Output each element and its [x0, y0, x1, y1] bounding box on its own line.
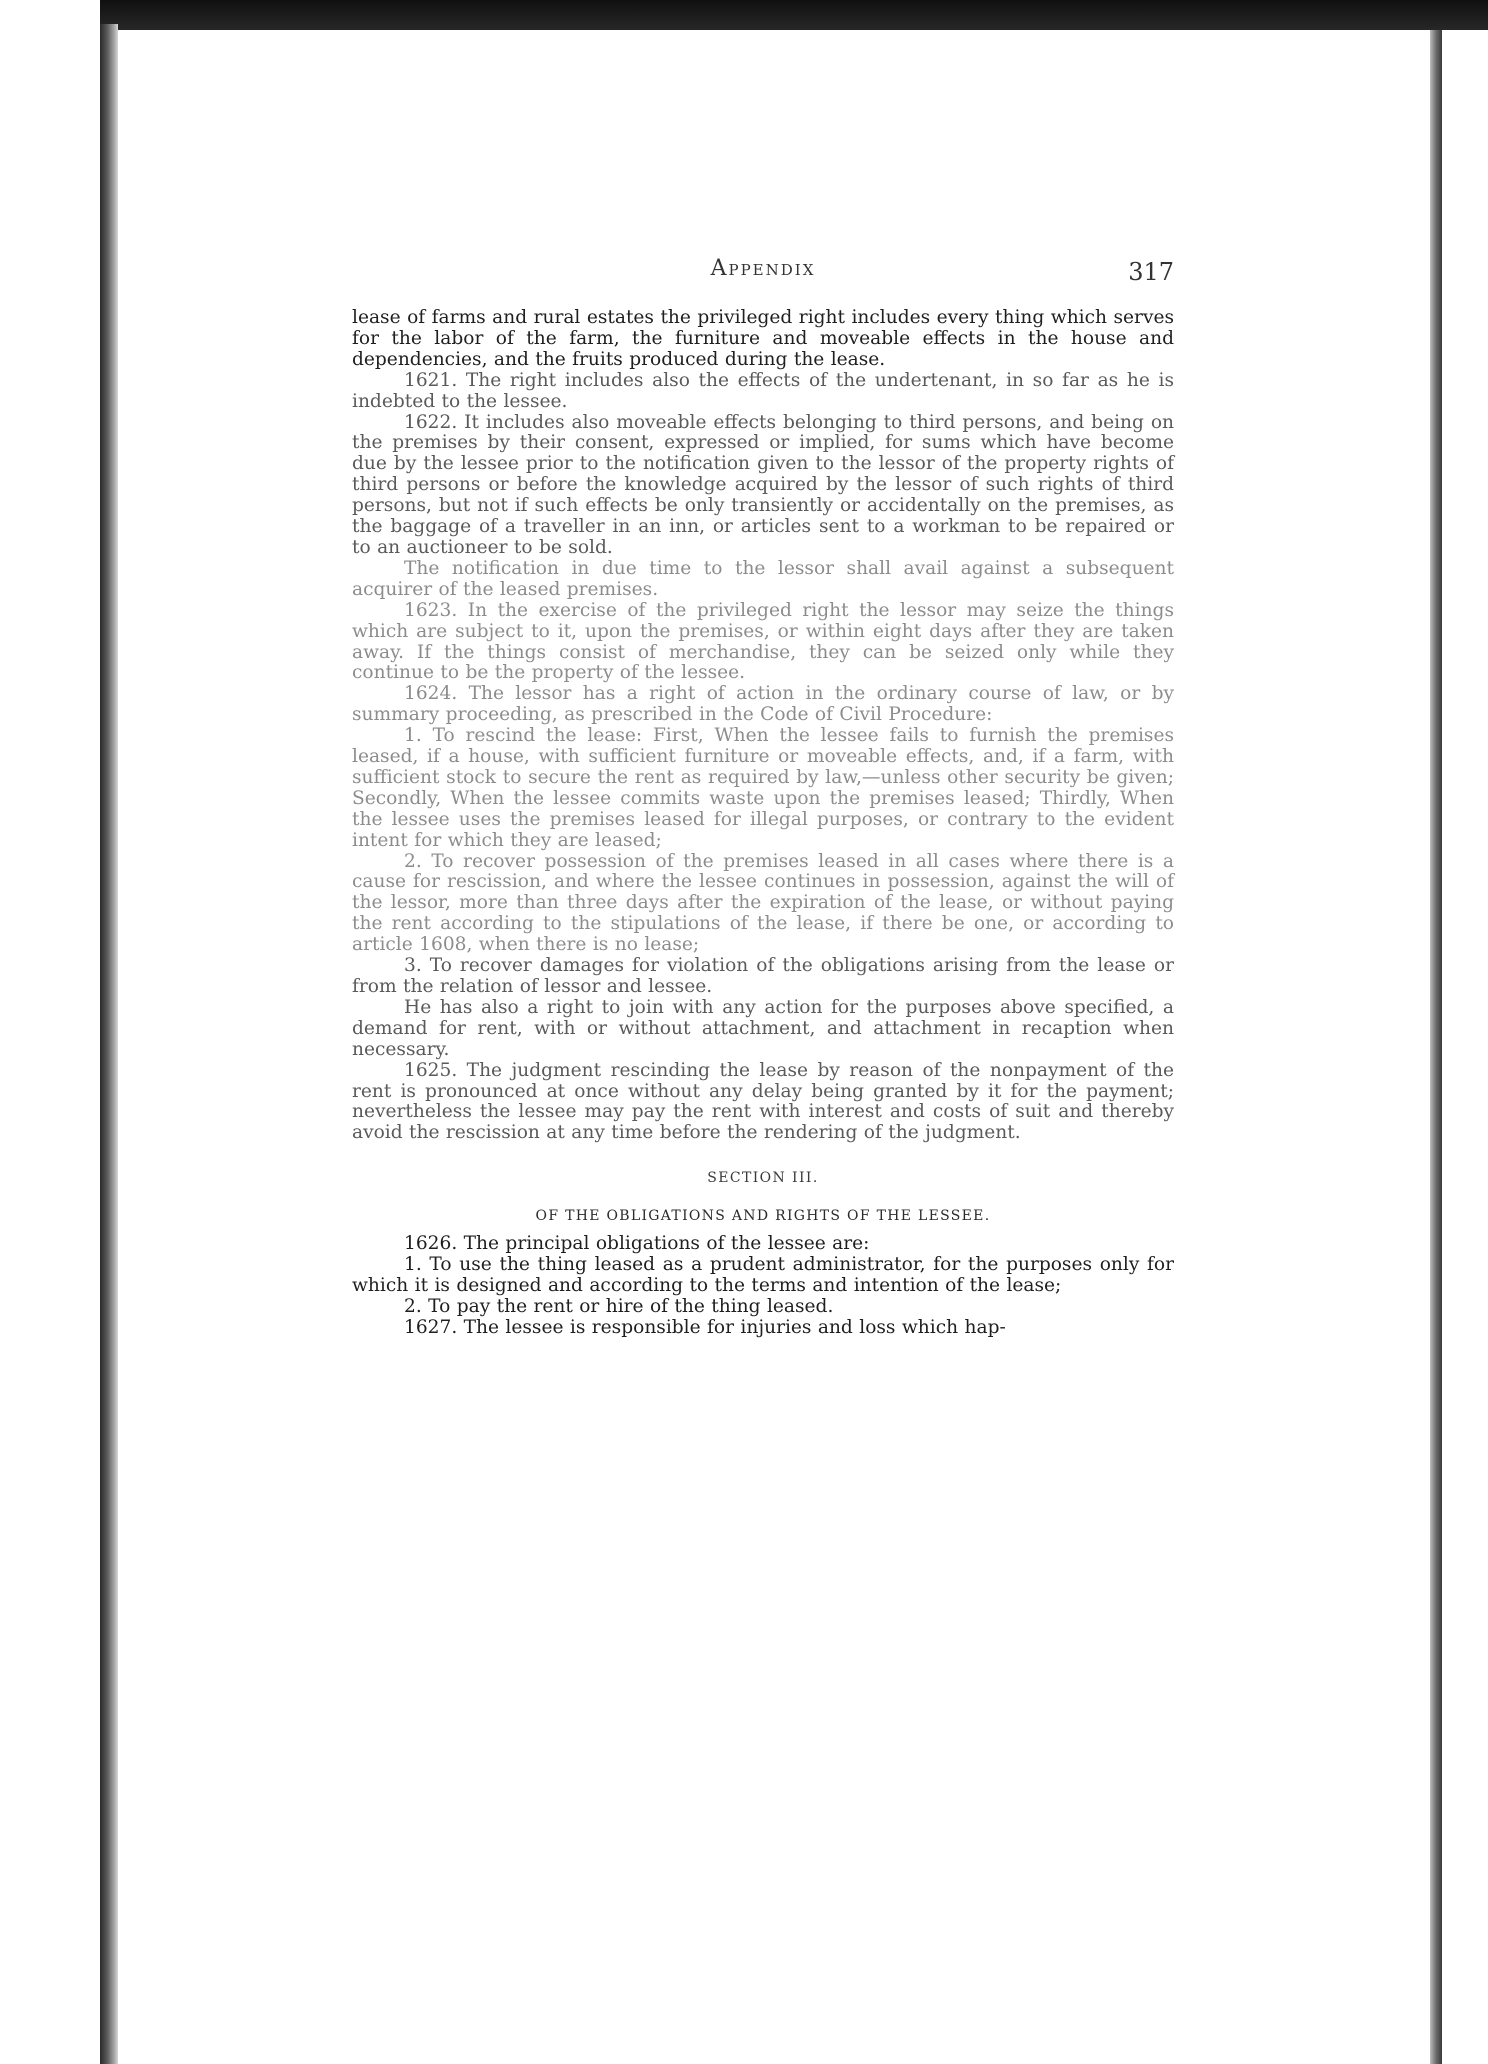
- clause-2-recover-possession: 2. To recover possession of the premises leased in all cases where there is a cause for rescission, and where the lessee continues in possession, against the will of the lessor, more than three days after the expiration of the lease, or without paying the rent according to the stipulations of the lease, if there be one, or according to article 1608, when there is no lease;: [352, 850, 1174, 956]
- running-title: Appendix: [710, 256, 816, 281]
- scan-top-shadow: [0, 0, 1488, 34]
- page-number: 317: [1128, 258, 1174, 286]
- article-1621: 1621. The right includes also the effects of the undertenant, in so far as he is indebted to the lessee.: [352, 369, 1174, 412]
- paragraph-notification: The notification in due time to the lessor shall avail against a subsequent acquirer of the leased premises.: [352, 557, 1174, 600]
- paragraph-join-action: He has also a right to join with any action for the purposes above specified, a demand for rent, with or without attachment, and attachment in recaption when necessary.: [352, 996, 1174, 1060]
- paragraph-lease-continuation: lease of farms and rural estates the privileged right includes every thing which serves for the labor of the farm, the furniture and moveable effects in the house and dependencies, and the fruits produced during the lease.: [352, 307, 1174, 370]
- book-gutter-shadow: [100, 24, 118, 2064]
- right-scan-margin: [1442, 30, 1488, 2064]
- article-1624: 1624. The lessor has a right of action in the ordinary course of law, or by summary proceeding, as prescribed in the Code of Civil Procedure:: [352, 683, 1174, 726]
- page-text: [352, 252, 1174, 1339]
- running-head: [352, 252, 1174, 308]
- section-subheading: OF THE OBLIGATIONS AND RIGHTS OF THE LESSEE.: [535, 1208, 991, 1225]
- article-1622: 1622. It includes also moveable effects belonging to third persons, and being on the premises by their consent, expressed or implied, for sums which have become due by the lessee prior to the notification given to the lessor of the property rights of third persons or before the knowledge acquired by the lessor of such rights of third persons, but not if such effects be only transiently or accidentally on the premises, as the baggage of a traveller in an inn, or articles sent to a workman to be repaired or to an auctioneer to be sold.: [352, 411, 1174, 558]
- clause-1-rescind: 1. To rescind the lease: First, When the lessee fails to furnish the premises leased, if a house, with sufficient furniture or moveable effects, and, if a farm, with sufficient stock to secure the rent as required by law,—unless other security be given; Secondly, When the lessee commits waste upon the premises leased; Thirdly, When the lessee uses the premises leased for illegal purposes, or contrary to the evident intent for which they are leased;: [352, 725, 1174, 851]
- article-1626: 1626. The principal obligations of the lessee are:: [404, 1233, 870, 1255]
- section-heading: SECTION III.: [707, 1170, 819, 1187]
- clause-3-recover-damages: 3. To recover damages for violation of the obligations arising from the lease or from the relation of lessor and lessee.: [352, 955, 1174, 997]
- page-edge-shadow: [1430, 30, 1442, 2064]
- left-scan-margin: [0, 0, 100, 2064]
- article-1625: 1625. The judgment rescinding the lease by reason of the nonpayment of the rent is pronounced at once without any delay being granted by it for the payment; nevertheless the lessee may pay the rent with interest and costs of suit and thereby avoid the rescission at any time before the rendering of the judgment.: [352, 1059, 1174, 1144]
- article-1623: 1623. In the exercise of the privileged right the lessor may seize the things which are subject to it, upon the premises, or within eight days after they are taken away. If the things consist of merchandise, they can be seized only while they continue to be the property of the lessee.: [352, 599, 1174, 684]
- article-1627: 1627. The lessee is responsible for injuries and loss which hap-: [404, 1316, 1006, 1338]
- clause-1-use-thing: 1. To use the thing leased as a prudent administrator, for the purposes only for which it is designed and according to the terms and intention of the lease;: [352, 1254, 1174, 1297]
- clause-2-pay-rent: 2. To pay the rent or hire of the thing leased.: [404, 1295, 834, 1317]
